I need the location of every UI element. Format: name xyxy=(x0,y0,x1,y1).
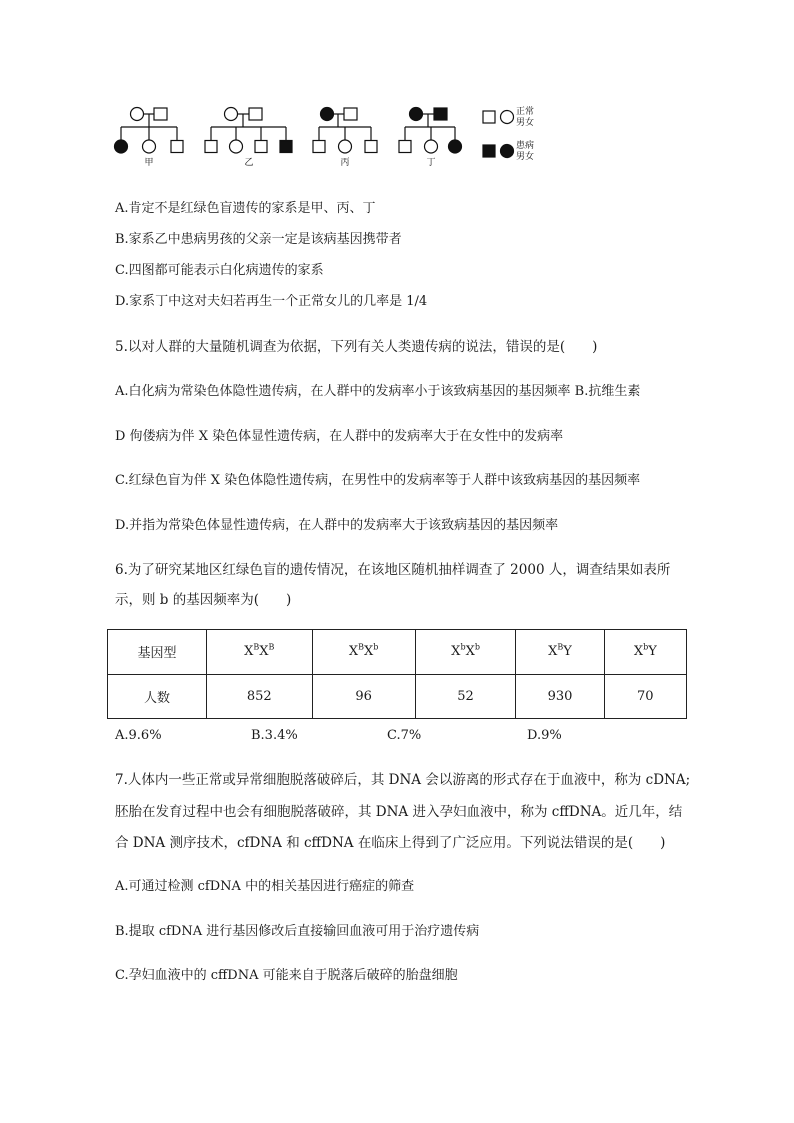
label-yi: 乙 xyxy=(244,158,254,168)
q6-option-b: B.3.4% xyxy=(251,728,298,743)
table-count-row xyxy=(108,674,687,719)
genotype-table xyxy=(107,629,687,719)
genotype-cell: $X^bY$ xyxy=(604,630,686,675)
table-header-row xyxy=(108,630,687,675)
q4-option-d: D.家系丁中这对夫妇若再生一个正常女儿的几率是 1/4 xyxy=(115,294,428,309)
genotype-cell: $X^BY$ xyxy=(516,630,604,675)
q5-stem: 5.以对人群的大量随机调查为依据，下列有关人类遗传病的说法，错误的是( ) xyxy=(115,339,598,355)
q4-option-b: B.家系乙中患病男孩的父亲一定是该病基因携带者 xyxy=(115,232,402,247)
legend-normal-label: 正常 xyxy=(516,107,535,117)
label-ding: 丁 xyxy=(426,158,436,168)
q7-option-b: B.提取 cfDNA 进行基因修改后直接输回血液可用于治疗遗传病 xyxy=(115,924,480,939)
q6-option-a: A.9.6% xyxy=(115,728,162,743)
q7-stem-line-1: 7.人体内一些正常或异常细胞脱落破碎后，其 DNA 会以游离的形式存在于血液中，称为 cDNA; xyxy=(115,772,691,788)
q7-stem-line-3: 合 DNA 测序技术，cfDNA 和 cffDNA 在临床上得到了广泛应用。下列说法错误的是( ) xyxy=(115,835,666,851)
count-cell: 930 xyxy=(516,674,604,719)
table-row-label: 人数 xyxy=(108,674,207,719)
genotype-cell: $X^BX^B$ xyxy=(207,630,313,675)
genotype-cell: $X^BX^b$ xyxy=(312,630,415,675)
q7-stem-line-2: 胚胎在发育过程中也会有细胞脱落破碎，其 DNA 进入孕妇血液中，称为 cffDNA。近几年，结 xyxy=(115,804,683,820)
pedigree-figure xyxy=(105,96,565,168)
label-jia: 甲 xyxy=(144,158,154,168)
q7-option-c: C.孕妇血液中的 cffDNA 可能来自于脱落后破碎的胎盘细胞 xyxy=(115,968,458,983)
legend-normal-sex: 男女 xyxy=(516,118,535,128)
pedigree-legend xyxy=(483,111,514,158)
pedigree-yi xyxy=(205,108,292,154)
pedigree-bing xyxy=(313,108,377,154)
genotype-cell: $X^bX^b$ xyxy=(415,630,516,675)
count-cell: 70 xyxy=(604,674,686,719)
q4-option-c: C.四图都可能表示白化病遗传的家系 xyxy=(115,263,324,278)
legend-affected-label: 患病 xyxy=(516,141,535,151)
count-cell: 52 xyxy=(415,674,516,719)
label-bing: 丙 xyxy=(340,158,350,168)
q4-option-a: A.肯定不是红绿色盲遗传的家系是甲、丙、丁 xyxy=(115,201,376,216)
q6-stem-line-2: 示，则 b 的基因频率为( ) xyxy=(115,592,292,608)
q5-option-b-cont: D 佝偻病为伴 X 染色体显性遗传病，在人群中的发病率大于在女性中的发病率 xyxy=(115,429,564,444)
table-header-label: 基因型 xyxy=(108,630,207,675)
count-cell: 96 xyxy=(312,674,415,719)
q5-option-c: C.红绿色盲为伴 X 染色体隐性遗传病，在男性中的发病率等于人群中该致病基因的基因频率 xyxy=(115,473,641,488)
q6-option-c: C.7% xyxy=(387,728,422,743)
pedigree-ding xyxy=(399,108,462,154)
q6-option-d: D.9% xyxy=(527,728,562,743)
q6-stem-line-1: 6.为了研究某地区红绿色盲的遗传情况，在该地区随机抽样调查了 2000 人，调查结果如表所 xyxy=(115,562,671,578)
pedigree-jia xyxy=(115,108,184,154)
q7-option-a: A.可通过检测 cfDNA 中的相关基因进行癌症的筛查 xyxy=(115,879,415,894)
count-cell: 852 xyxy=(207,674,313,719)
q5-option-a: A.白化病为常染色体隐性遗传病，在人群中的发病率小于该致病基因的基因频率 B.抗维生素 xyxy=(115,384,641,399)
q5-option-d: D.并指为常染色体显性遗传病，在人群中的发病率大于该致病基因的基因频率 xyxy=(115,518,559,533)
legend-affected-sex: 男女 xyxy=(516,152,535,162)
